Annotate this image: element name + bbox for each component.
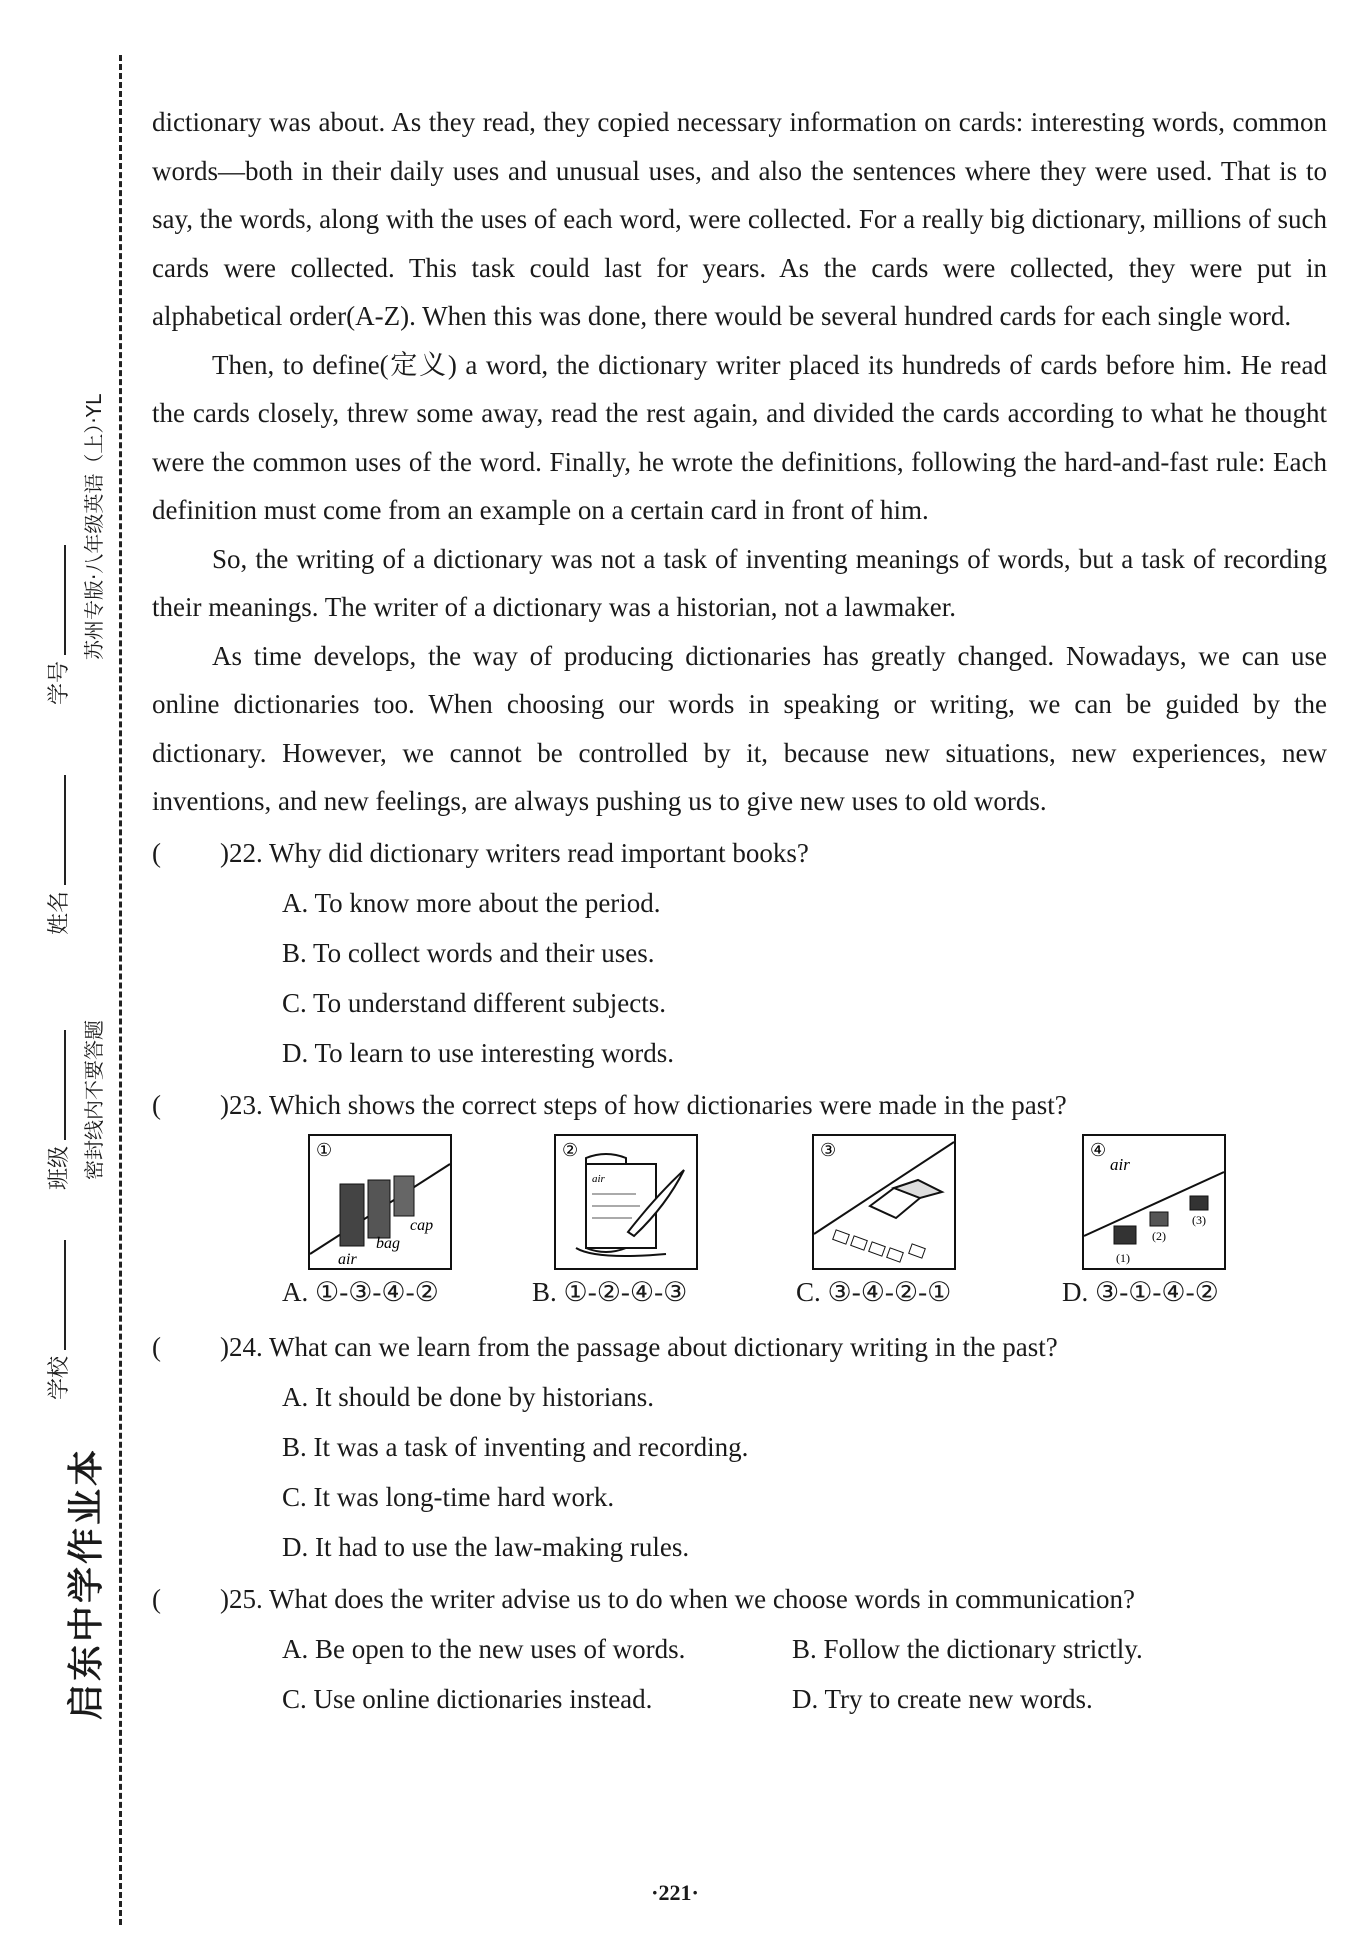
option-d: D. ③-①-④-② (1062, 1276, 1219, 1307)
picture-4 (1082, 1134, 1226, 1270)
name-field (42, 769, 73, 935)
question-22 (152, 828, 1327, 1078)
step-pictures (152, 1130, 1327, 1320)
passage-paragraph: dictionary was about. As they read, they copied necessary information on cards: interesting words, common words—both in their daily uses and unusual uses, and also the sentences where they were used. That is to say, the words, along with the uses of each word, were collected. For a really big dictionary, millions of such cards were collected. This task could last for years. As the cards were collected, they were put in alphabetical order(A-Z). When this was done, there would be several hundred cards for each single word. (152, 107, 1327, 331)
question-25 (152, 1574, 1327, 1724)
svg-text:(2): (2) (1152, 1228, 1166, 1243)
option-c: C. To understand different subjects. (282, 987, 667, 1018)
svg-text:(3): (3) (1192, 1212, 1206, 1227)
passage-paragraph: Then, to define(定义) a word, the dictionary writer placed its hundreds of cards before him. He read the cards closely, threw some away, read the rest again, and divided the cards according to what he thought were the common uses of the word. Finally, he wrote the definitions, following the hard-and-fast rule: Each definition must come from an example on a certain card in front of him. (152, 349, 1327, 525)
option-c: C. ③-④-②-① (796, 1276, 952, 1307)
question-text: )22. Why did dictionary writers read important books? (220, 837, 809, 868)
picture-number: ① (316, 1139, 333, 1160)
answer-bracket[interactable]: ( (152, 837, 161, 868)
option-c: C. It was long-time hard work. (282, 1481, 615, 1512)
option-b: B. It was a task of inventing and recording. (282, 1431, 749, 1462)
answer-bracket[interactable]: ( (152, 1583, 161, 1614)
option-a: A. It should be done by historians. (282, 1381, 654, 1412)
option-d: D. Try to create new words. (792, 1683, 1093, 1714)
seal-note: 密封线内不要答题 (82, 1020, 106, 1180)
question-text: )23. Which shows the correct steps of how dictionaries were made in the past? (220, 1089, 1067, 1120)
option-a: A. ①-③-④-② (282, 1276, 439, 1307)
number-field (42, 539, 73, 705)
answer-bracket[interactable]: ( (152, 1331, 161, 1362)
page-number: ·221· (651, 1880, 699, 1905)
edition-label: 苏州专版·八年级英语（上）·YL (82, 393, 106, 660)
svg-text:cap: cap (410, 1216, 434, 1234)
number-blank[interactable] (64, 545, 66, 655)
binding-margin (0, 0, 125, 1956)
question-23 (152, 1080, 1327, 1320)
option-b: B. ①-②-④-③ (532, 1276, 688, 1307)
school-label: 学校 (47, 1355, 72, 1400)
svg-text:③: ③ (820, 1139, 837, 1160)
option-d: D. It had to use the law-making rules. (282, 1531, 690, 1562)
svg-text:bag: bag (376, 1234, 400, 1252)
class-blank[interactable] (64, 1030, 66, 1140)
class-field (42, 1024, 73, 1190)
option-b: B. To collect words and their uses. (282, 937, 655, 968)
name-blank[interactable] (64, 775, 66, 885)
main-content (152, 98, 1327, 1724)
option-c: C. Use online dictionaries instead. (282, 1683, 653, 1714)
option-a: A. To know more about the period. (282, 887, 661, 918)
question-24 (152, 1322, 1327, 1572)
option-d: D. To learn to use interesting words. (282, 1037, 675, 1068)
question-text: )24. What can we learn from the passage about dictionary writing in the past? (220, 1331, 1058, 1362)
option-a: A. Be open to the new uses of words. (282, 1633, 686, 1664)
picture-1 (308, 1134, 452, 1270)
class-label: 班级 (47, 1145, 72, 1190)
passage-paragraph: As time develops, the way of producing dictionaries has greatly changed. Nowadays, we can use online dictionaries too. When choosing our words in speaking or writing, we can be guided by the dictionary. However, we cannot be controlled by it, because new situations, new experiences, new inventions, and new feelings, are always pushing us to give new uses to old words. (152, 640, 1327, 816)
passage-paragraph: So, the writing of a dictionary was not a task of inventing meanings of words, but a task of recording their meanings. The writer of a dictionary was a historian, not a lawmaker. (152, 543, 1327, 622)
name-label: 姓名 (47, 890, 72, 935)
picture-3 (812, 1134, 956, 1270)
option-b: B. Follow the dictionary strictly. (792, 1633, 1143, 1664)
question-text: )25. What does the writer advise us to do when we choose words in communication? (220, 1583, 1136, 1614)
picture-2 (554, 1134, 698, 1270)
number-label: 学号 (47, 660, 72, 705)
answer-bracket[interactable]: ( (152, 1089, 161, 1120)
svg-text:②: ② (562, 1139, 579, 1160)
svg-text:④: ④ (1090, 1139, 1107, 1160)
svg-text:(1): (1) (1116, 1250, 1130, 1265)
school-blank[interactable] (64, 1240, 66, 1350)
svg-text:air: air (338, 1250, 357, 1268)
school-field (42, 1234, 73, 1400)
svg-text:air: air (592, 1172, 605, 1185)
brand-title: 启东中学作业本 (66, 1446, 107, 1720)
svg-text:air: air (1110, 1154, 1130, 1174)
seal-dashed-line (119, 55, 122, 1925)
